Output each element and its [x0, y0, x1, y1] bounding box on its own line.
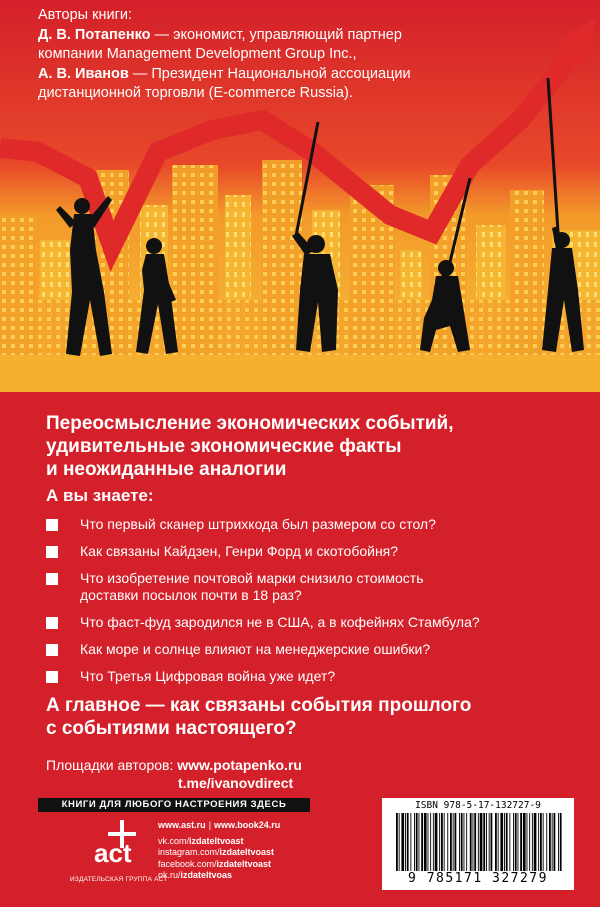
barcode-bar: [558, 813, 559, 871]
barcode-bar: [560, 813, 562, 871]
publisher-slogan-strip: КНИГИ ДЛЯ ЛЮБОГО НАСТРОЕНИЯ ЗДЕСЬ: [38, 798, 310, 812]
question-item: [46, 668, 566, 685]
site-link-ast[interactable]: www.ast.ru: [158, 820, 206, 830]
question-item: [46, 570, 566, 604]
isbn-text: ISBN 978-5-17-132727-9: [415, 800, 541, 811]
barcode-bar: [396, 813, 398, 871]
question-item: [46, 543, 566, 560]
barcode-bar: [549, 813, 551, 871]
isbn-barcode: [382, 798, 574, 890]
question-line: Что первый сканер штрихкода был размером со стол?: [80, 516, 436, 532]
barcode-bar: [523, 813, 526, 871]
question-text: [80, 570, 566, 604]
barcode-bar: [474, 813, 476, 871]
author-sites: [46, 756, 302, 792]
question-text: [80, 668, 566, 685]
barcode-bar: [506, 813, 508, 871]
barcode-bar: [435, 813, 438, 871]
barcode-bar: [441, 813, 443, 871]
tagline-line-2: удивительные экономические факты: [46, 436, 402, 457]
barcode-bar: [527, 813, 528, 871]
barcode-bar: [439, 813, 440, 871]
question-text: [80, 543, 566, 560]
barcode-bar: [399, 813, 400, 871]
did-you-know-heading: А вы знаете:: [46, 486, 154, 505]
tagline: [46, 412, 586, 481]
sites-label: Площадки авторов:: [46, 757, 178, 773]
publisher-sites-row: [158, 820, 280, 832]
barcode-bar: [433, 813, 434, 871]
square-bullet-icon: [46, 573, 58, 585]
social-link-vk[interactable]: vk.com/izdateltvoast: [158, 835, 244, 846]
barcode-bar: [428, 813, 429, 871]
barcode-bar: [424, 813, 427, 871]
barcode-bar: [509, 813, 510, 871]
social-link-instagram[interactable]: instagram.com/izdateltvoast: [158, 847, 275, 858]
barcode-bar: [459, 813, 460, 871]
barcode-bar: [464, 813, 465, 871]
barcode-bar: [504, 813, 505, 871]
square-bullet-icon: [46, 546, 58, 558]
square-bullet-icon: [46, 519, 58, 531]
question-line: доставки посылок почти в 18 раз?: [80, 587, 302, 603]
site-link-potapenko[interactable]: www.potapenko.ru: [177, 757, 302, 773]
barcode-bar: [513, 813, 514, 871]
question-item: [46, 614, 566, 631]
author-1-role: — экономист, управляющий партнер: [150, 26, 402, 43]
authors-block: [38, 6, 558, 104]
barcode-bar: [518, 813, 519, 871]
site-link-book24[interactable]: www.book24.ru: [214, 820, 281, 830]
barcode-bar: [498, 813, 499, 871]
question-line: Как связаны Кайдзен, Генри Форд и скотобойня?: [80, 543, 399, 559]
main-question-line-2: с событиями настоящего?: [46, 718, 297, 739]
barcode-bar: [515, 813, 517, 871]
barcode-bar: [430, 813, 431, 871]
main-question-line-1: А главное — как связаны события прошлого: [46, 695, 472, 716]
author-1: [38, 26, 558, 46]
barcode-bar: [529, 813, 530, 871]
barcode-bar: [520, 813, 522, 871]
barcode-digits: 9 785171 327279: [408, 871, 548, 886]
barcode-bar: [491, 813, 493, 871]
barcode-bar: [461, 813, 463, 871]
barcode-bar: [414, 813, 415, 871]
barcode-bar: [407, 813, 409, 871]
square-bullet-icon: [46, 644, 58, 656]
question-line: Что фаст-фуд зародился не в США, а в кофейнях Стамбула?: [80, 614, 480, 630]
barcode-bar: [401, 813, 404, 871]
question-item: [46, 641, 566, 658]
barcode-bars: [396, 813, 562, 871]
question-line: Как море и солнце влияют на менеджерские ошибки?: [80, 641, 431, 657]
question-text: [80, 614, 566, 631]
barcode-bar: [489, 813, 490, 871]
author-1-role-cont: компании Management Development Group Inc.,: [38, 46, 357, 62]
barcode-bar: [532, 813, 533, 871]
barcode-bar: [486, 813, 487, 871]
barcode-bar: [495, 813, 497, 871]
barcode-bar: [419, 813, 420, 871]
authors-heading: Авторы книги:: [38, 7, 132, 23]
question-text: [80, 641, 566, 658]
barcode-bar: [444, 813, 445, 871]
link-separator: |: [208, 820, 212, 830]
social-link-facebook[interactable]: facebook.com/izdateltvoast: [158, 858, 272, 869]
barcode-bar: [478, 813, 479, 871]
social-link-ok[interactable]: ok.ru/izdateltvoas: [158, 870, 233, 881]
question-text: [80, 516, 566, 533]
barcode-bar: [473, 813, 474, 871]
barcode-bar: [453, 813, 454, 871]
barcode-bar: [421, 813, 423, 871]
barcode-bar: [466, 813, 467, 871]
author-2-name: А. В. Иванов: [38, 65, 129, 82]
barcode-bar: [500, 813, 503, 871]
barcode-bar: [483, 813, 485, 871]
author-2: [38, 65, 558, 85]
barcode-bar: [410, 813, 411, 871]
square-bullet-icon: [46, 671, 58, 683]
publisher-links: [158, 820, 280, 882]
ast-logo: [90, 818, 150, 870]
barcode-bar: [470, 813, 472, 871]
barcode-bar: [455, 813, 457, 871]
author-2-role-cont: дистанционной торговли (E-commerce Russia).: [38, 85, 353, 101]
barcode-bar: [450, 813, 452, 871]
barcode-bar: [447, 813, 448, 871]
barcode-bar: [480, 813, 483, 871]
barcode-bar: [534, 813, 537, 871]
barcode-bar: [554, 813, 556, 871]
barcode-bar: [540, 813, 542, 871]
barcode-bar: [538, 813, 539, 871]
ast-logo-text: act: [94, 838, 132, 868]
barcode-bar: [546, 813, 547, 871]
author-1-name: Д. В. Потапенко: [38, 26, 151, 43]
question-list: [46, 516, 566, 685]
tagline-line-3: и неожиданные аналогии: [46, 459, 287, 480]
square-bullet-icon: [46, 617, 58, 629]
barcode-bar: [416, 813, 418, 871]
tagline-line-1: Переосмысление экономических событий,: [46, 413, 454, 434]
barcode-bar: [405, 813, 406, 871]
publisher-caption: ИЗДАТЕЛЬСКАЯ ГРУППА АСТ: [70, 876, 168, 883]
site-link-telegram[interactable]: t.me/ivanovdirect: [178, 775, 294, 791]
question-line: Что изобретение почтовой марки снизило стоимость: [80, 570, 424, 586]
barcode-bar: [552, 813, 553, 871]
main-question: [46, 694, 586, 740]
barcode-bar: [543, 813, 544, 871]
question-line: Что Третья Цифровая война уже идет?: [80, 668, 336, 684]
author-2-role: — Президент Национальной ассоциации: [128, 65, 411, 82]
question-item: [46, 516, 566, 533]
